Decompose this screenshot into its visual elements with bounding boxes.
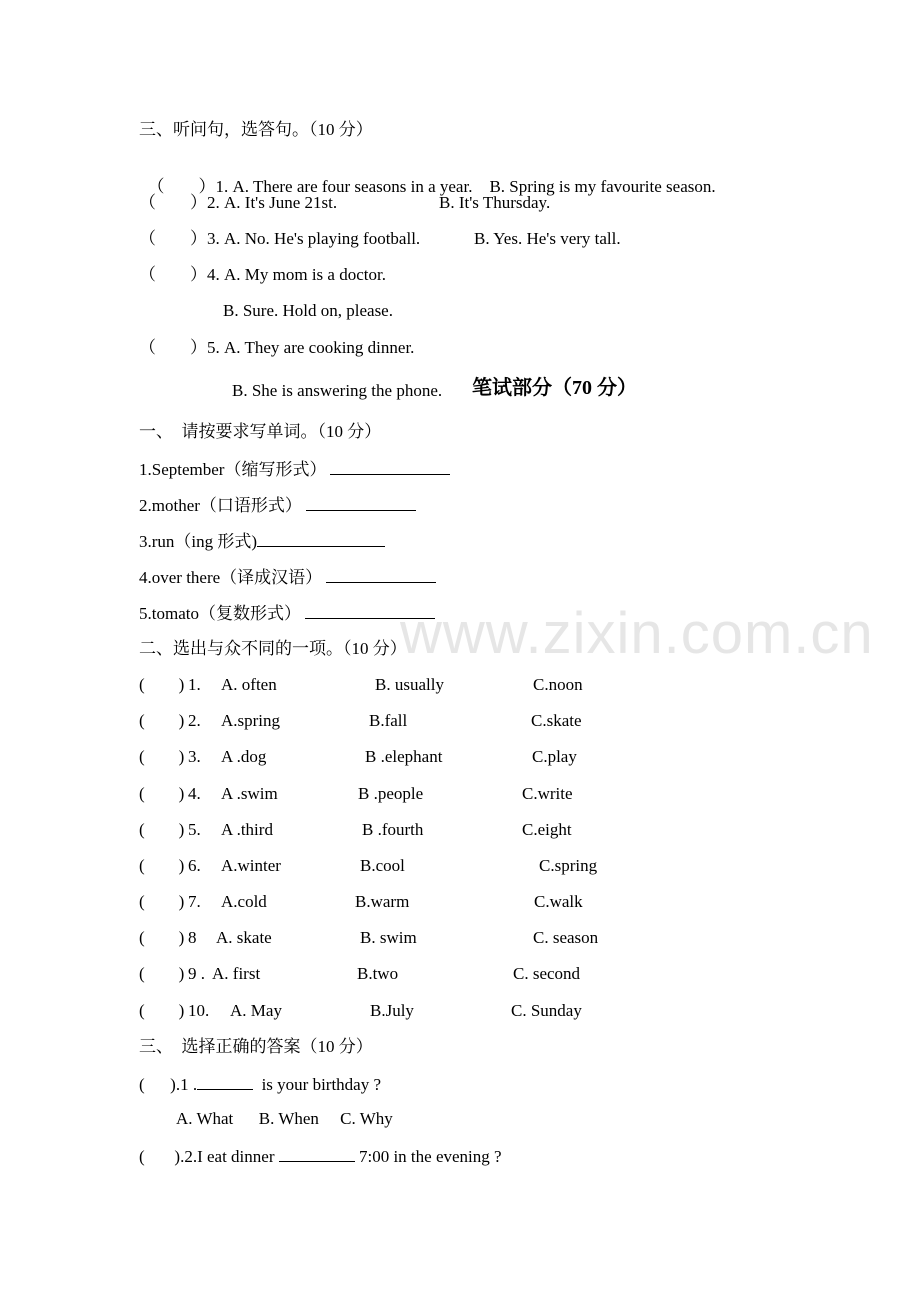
- question-number: 9 .: [188, 964, 205, 983]
- question-row: [139, 338, 414, 358]
- word-item: 5.tomato（复数形式）: [139, 602, 435, 624]
- answer-blank[interactable]: [257, 530, 385, 547]
- option-c: C.walk: [534, 892, 583, 911]
- listening-heading: 三、听问句，选答句。（10 分）: [139, 120, 373, 139]
- question-prefix: ( ).1 .: [139, 1075, 198, 1094]
- option-c: C. second: [513, 964, 581, 983]
- option-a: A. first: [212, 964, 261, 983]
- answer-paren[interactable]: ( ): [139, 784, 185, 803]
- option-c: C.write: [522, 784, 573, 803]
- answer-paren[interactable]: （ ）: [147, 177, 216, 196]
- question-number: 1.: [188, 675, 201, 694]
- option-b: B.July: [370, 1001, 414, 1020]
- question-number: 2.: [188, 711, 201, 730]
- question-row: [139, 193, 337, 213]
- answer-paren[interactable]: ( ): [139, 1001, 185, 1020]
- option-a: A .swim: [221, 784, 278, 803]
- option-b: B. Yes. He's very tall.: [474, 229, 621, 248]
- answer-paren[interactable]: ( ): [139, 711, 185, 730]
- answer-paren[interactable]: （ ）: [139, 338, 207, 357]
- answer-paren[interactable]: ( ): [139, 928, 185, 947]
- section3-heading: 三、 选择正确的答案（10 分）: [139, 1037, 373, 1056]
- question-number: 6.: [188, 856, 201, 875]
- option-b: B.cool: [360, 856, 405, 875]
- answer-paren[interactable]: ( ): [139, 675, 185, 694]
- option-a: A. skate: [216, 928, 272, 947]
- option-b: B. Sure. Hold on, please.: [223, 301, 393, 320]
- question-number: 10.: [188, 1001, 210, 1020]
- question-prefix: ( ).2.I eat dinner: [139, 1147, 275, 1166]
- option-a: A. May: [230, 1001, 282, 1020]
- watermark: www.zixin.com.cn: [400, 601, 874, 666]
- option-b: B.fall: [369, 711, 408, 730]
- option-a: 3. A. No. He's playing football.: [207, 229, 421, 248]
- option-b: B.two: [357, 964, 399, 983]
- question-suffix: 7:00 in the evening ?: [358, 1147, 502, 1166]
- option-a: 5. A. They are cooking dinner.: [207, 338, 415, 357]
- word-item: 4.over there（译成汉语）: [139, 566, 436, 588]
- question-number: 7.: [188, 892, 201, 911]
- option-c: C. season: [533, 928, 599, 947]
- answer-blank[interactable]: [279, 1145, 355, 1162]
- option-b: B .fourth: [362, 820, 424, 839]
- answer-paren[interactable]: ( ): [139, 964, 185, 983]
- option-a: A.spring: [221, 711, 281, 730]
- section2-heading: 二、选出与众不同的一项。（10 分）: [139, 639, 407, 658]
- option-b: B. usually: [375, 675, 444, 694]
- answer-blank[interactable]: [197, 1073, 253, 1090]
- answer-blank[interactable]: [330, 458, 450, 475]
- answer-paren[interactable]: ( ): [139, 892, 185, 911]
- answer-paren[interactable]: ( ): [139, 820, 185, 839]
- option-b: B.warm: [355, 892, 410, 911]
- option-a: 2. A. It's June 21st.: [207, 193, 338, 212]
- option-a: 4. A. My mom is a doctor.: [207, 265, 386, 284]
- word-item: 2.mother（口语形式）: [139, 494, 416, 516]
- word-item: 1.September（缩写形式）: [139, 458, 450, 480]
- option-c: C.eight: [522, 820, 572, 839]
- answer-paren[interactable]: （ ）: [139, 193, 207, 212]
- question-row: [139, 157, 716, 197]
- word-item: 3.run（ing 形式): [139, 530, 385, 552]
- option-c: C.play: [532, 747, 577, 766]
- option-b: B. It's Thursday.: [439, 193, 551, 212]
- question-row: [139, 1073, 381, 1095]
- question-number: 5.: [188, 820, 201, 839]
- option-c: C.skate: [531, 711, 582, 730]
- question-number: 4.: [188, 784, 201, 803]
- answer-blank[interactable]: [326, 566, 436, 583]
- section1-heading: 一、 请按要求写单词。（10 分）: [139, 422, 382, 441]
- option-c: C.spring: [539, 856, 598, 875]
- option-a: A.winter: [221, 856, 281, 875]
- question-suffix: is your birthday ?: [261, 1075, 382, 1094]
- answer-blank[interactable]: [306, 494, 416, 511]
- question-row: [139, 229, 420, 249]
- question-options: A. What B. When C. Why: [176, 1109, 393, 1128]
- option-c: C.noon: [533, 675, 583, 694]
- option-b: B. swim: [360, 928, 417, 947]
- written-part-title: 笔试部分（70 分）: [472, 377, 637, 399]
- question-row: [139, 1145, 502, 1167]
- option-a: A. often: [221, 675, 277, 694]
- question-number: 8: [188, 928, 197, 947]
- answer-paren[interactable]: ( ): [139, 747, 185, 766]
- option-b: B .elephant: [365, 747, 443, 766]
- question-row: [139, 265, 386, 285]
- option-a: A.cold: [221, 892, 267, 911]
- answer-blank[interactable]: [305, 602, 435, 619]
- answer-paren[interactable]: ( ): [139, 856, 185, 875]
- option-a: A .third: [221, 820, 273, 839]
- question-text: 1. A. There are four seasons in a year. B. Spring is my favourite season.: [215, 177, 716, 196]
- question-number: 3.: [188, 747, 201, 766]
- answer-paren[interactable]: （ ）: [139, 229, 207, 248]
- option-a: A .dog: [221, 747, 267, 766]
- option-b: B .people: [358, 784, 424, 803]
- answer-paren[interactable]: （ ）: [139, 265, 207, 284]
- option-b: B. She is answering the phone.: [232, 381, 443, 400]
- option-c: C. Sunday: [511, 1001, 582, 1020]
